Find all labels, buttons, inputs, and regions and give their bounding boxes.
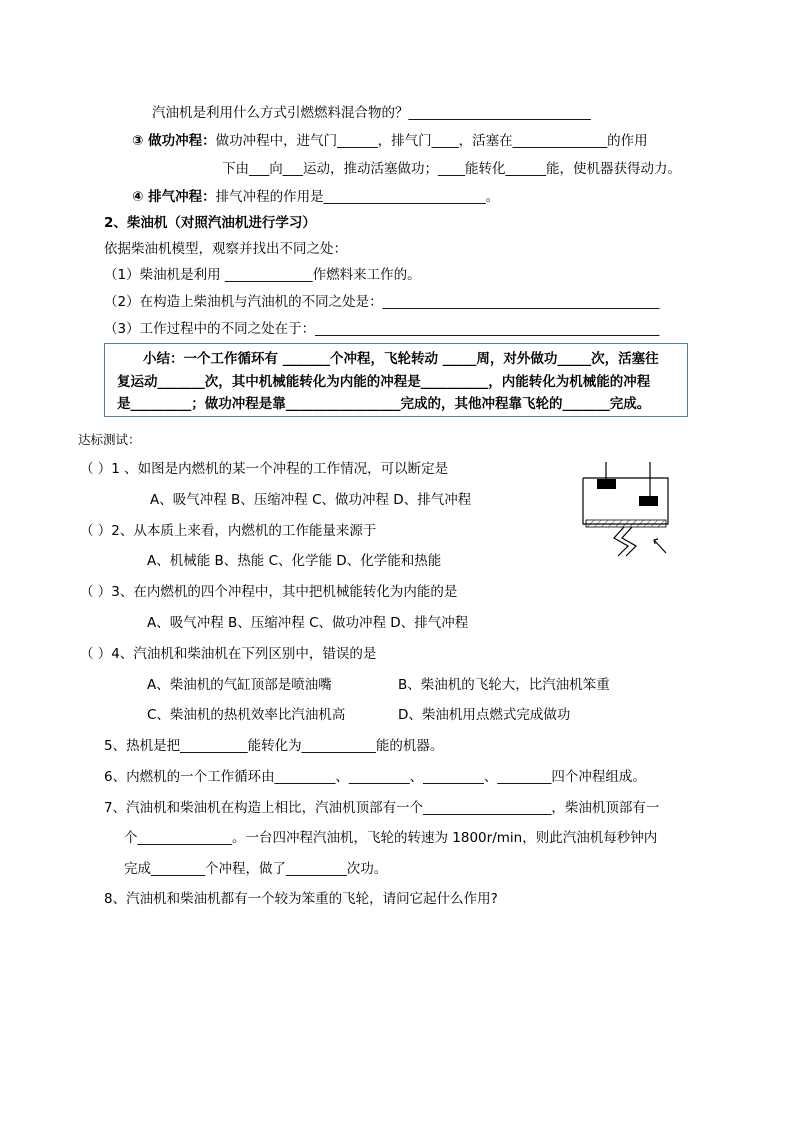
q5: 5、热机是把__________能转化为___________能的机器。 (104, 738, 444, 754)
summary-line-3: 是_________；做功冲程是靠_________________完成的，其他冲程靠飞轮的_______完成。 (117, 396, 651, 412)
diesel-item-1: （1）柴油机是利用 _____________作燃料来工作的。 (104, 267, 421, 283)
intake-valve (597, 479, 616, 489)
q7-line-1: 7、汽油机和柴油机在构造上相比，汽油机顶部有一个___________________，柴油机顶部有一 (104, 800, 660, 816)
test-heading: 达标测试： (78, 432, 141, 447)
exhaust-stroke-row (132, 188, 499, 206)
power-stroke-text-2: 下由___向___运动，推动活塞做功；____能转化______能，使机器获得动力。 (222, 161, 681, 177)
q6: 6、内燃机的一个工作循环由_________、_________、_________、________四个冲程组成。 (104, 769, 646, 785)
q7-line-3: 完成________个冲程，做了_________次功。 (124, 861, 388, 877)
q8: 8、汽油机和柴油机都有一个较为笨重的飞轮，请问它起什么作用? (104, 891, 498, 907)
q2-options: A、机械能 B、热能 C、化学能 D、化学能和热能 (147, 553, 442, 569)
q2: （ ）2、从本质上来看，内燃机的工作能量来源于 (80, 523, 377, 539)
q4-option-b: B、柴油机的飞轮大，比汽油机笨重 (398, 677, 610, 693)
piston (586, 520, 666, 527)
exhaust-stroke-label: ④ 排气冲程： (132, 189, 216, 205)
summary-box (104, 343, 688, 417)
power-stroke-row (132, 132, 648, 150)
q1-options: A、吸气冲程 B、压缩冲程 C、做功冲程 D、排气冲程 (150, 492, 472, 508)
q3: （ ）3、在内燃机的四个冲程中，其中把机械能转化为内能的是 (80, 584, 458, 600)
diesel-item-3: （3）工作过程中的不同之处在于：___________________________________________________ (104, 321, 660, 337)
motion-arrow (654, 540, 666, 553)
connecting-rod (614, 527, 628, 556)
power-stroke-text: 做功冲程中，进气门______，排气门____，活塞在______________的作用 (215, 133, 648, 149)
diesel-heading: 2、柴油机（对照汽油机进行学习） (104, 215, 316, 231)
q3-options: A、吸气冲程 B、压缩冲程 C、做功冲程 D、排气冲程 (147, 615, 469, 631)
q4: （ ）4、汽油机和柴油机在下列区别中，错误的是 (80, 646, 377, 662)
exhaust-valve (639, 496, 658, 506)
q4-option-d: D、柴油机用点燃式完成做功 (398, 707, 571, 723)
q4-option-c: C、柴油机的热机效率比汽油机高 (147, 707, 346, 723)
q4-option-a: A、柴油机的气缸顶部是喷油嘴 (147, 677, 332, 693)
q1: （ ）1 、如图是内燃机的某一个冲程的工作情况，可以断定是 (80, 461, 449, 477)
exhaust-stroke-text: 排气冲程的作用是________________________。 (215, 189, 500, 205)
spark-question: 汽油机是利用什么方式引燃燃料混合物的？___________________________ (152, 105, 591, 121)
diesel-intro: 依据柴油机模型，观察并找出不同之处： (104, 241, 347, 257)
summary-line-1: 小结：一个工作循环有 _______个冲程，飞轮转动 _____周，对外做功_____次，活塞往 (143, 351, 659, 367)
power-stroke-label: ③ 做功冲程： (132, 133, 216, 149)
q7-line-2: 个______________。一台四冲程汽油机，飞轮的转速为 1800r/min，则此汽油机每秒钟内 (124, 830, 658, 846)
summary-line-2: 复运动_______次，其中机械能转化为内能的冲程是__________，内能转化为机械能的冲程 (117, 374, 651, 390)
diesel-item-2: （2）在构造上柴油机与汽油机的不同之处是：_________________________________________ (104, 294, 660, 310)
engine-cylinder-figure (578, 458, 674, 566)
